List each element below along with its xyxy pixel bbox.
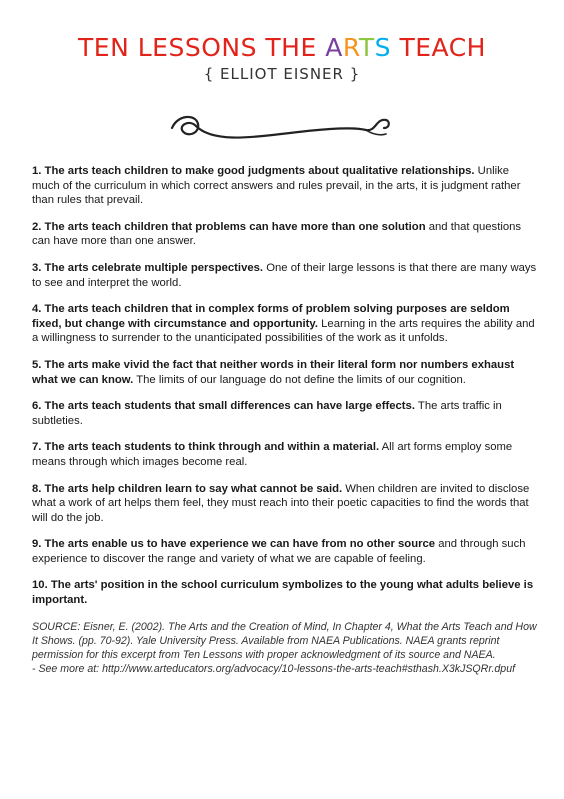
lesson-5 <box>32 358 538 387</box>
lesson-body: All art forms employ some means through which images become real. <box>32 441 513 468</box>
lesson-10 <box>32 578 538 607</box>
lesson-7 <box>32 440 538 469</box>
lesson-2 <box>32 220 538 249</box>
lesson-heading: 9. The arts enable us to have experience we can have from no other source <box>32 538 436 551</box>
source-citation <box>32 620 538 677</box>
lesson-body: The arts traffic in subtleties. <box>32 400 502 427</box>
title-letter-s: S <box>374 33 392 62</box>
lesson-9 <box>32 537 538 566</box>
lesson-3 <box>32 261 538 290</box>
flourish-divider-icon <box>168 108 394 148</box>
lesson-heading: 2. The arts teach children that problems can have more than one solution <box>32 220 426 233</box>
page-title <box>0 33 564 63</box>
lesson-4 <box>32 302 538 346</box>
lesson-6 <box>32 399 538 428</box>
lesson-heading: 4. The arts teach children that in complex forms of problem solving purposes are seldom fixed, but change with circumstance and opportunity. <box>32 303 510 330</box>
lesson-8 <box>32 482 538 526</box>
title-part-1: TEN LESSONS THE <box>78 33 326 62</box>
see-more-link[interactable]: - See more at: http://www.arteducators.org/advocacy/10-lessons-the-arts-teach#sthash.X3kJSQRr.dpuf <box>32 663 516 676</box>
lesson-body: and that questions can have more than one answer. <box>32 220 522 248</box>
lesson-body: Learning in the arts requires the ability and a willingness to surrender to the unanticipated possibilities of the work as it unfolds. <box>32 317 535 345</box>
author-subtitle: { ELLIOT EISNER } <box>203 65 361 83</box>
title-letter-t: T <box>358 33 375 62</box>
lesson-heading: 5. The arts make vivid the fact that neither words in their literal form nor numbers exhaust what we can know. <box>32 358 515 386</box>
citation-text: SOURCE: Eisner, E. (2002). The Arts and the Creation of Mind, In Chapter 4, What the Arts Teach and How It Shows. (pp. 70-92). Yale University Press. Available from NAEA Publications. NAEA grants reprint permission for this excerpt from Ten Lessons with proper acknowledgment of its source and NAEA. <box>32 620 537 662</box>
lesson-body: and through such experience to discover the range and variety of what we are capable of feeling. <box>32 538 526 565</box>
title-letter-a: A <box>325 33 343 62</box>
title-part-2: TEACH <box>391 33 486 62</box>
lesson-heading: 6. The arts teach students that small differences can have large effects. <box>32 400 415 413</box>
lesson-body: Unlike much of the curriculum in which correct answers and rules prevail, in the arts, it is judgment rather than rules that prevail. <box>32 165 521 207</box>
lesson-heading: 3. The arts celebrate multiple perspectives. <box>32 261 264 274</box>
title-letter-r: R <box>342 33 359 62</box>
lessons-list <box>32 164 538 676</box>
lesson-heading: 1. The arts teach children to make good judgments about qualitative relationships. <box>32 165 475 177</box>
lesson-heading: 7. The arts teach students to think through and within a material. <box>32 441 380 454</box>
lesson-heading: 8. The arts help children learn to say what cannot be said. <box>32 482 343 495</box>
lesson-body: The limits of our language do not define the limits of our cognition. <box>133 373 466 386</box>
lesson-1 <box>32 164 538 208</box>
lesson-heading: 10. The arts' position in the school curriculum symbolizes to the young what adults believe is important. <box>32 579 534 607</box>
lesson-body: One of their large lessons is that there are many ways to see and interpret the world. <box>32 261 537 289</box>
lesson-body: When children are invited to disclose what a work of art helps them feel, they must reach into their poetic capacities to find the words that will do the job. <box>32 482 530 524</box>
